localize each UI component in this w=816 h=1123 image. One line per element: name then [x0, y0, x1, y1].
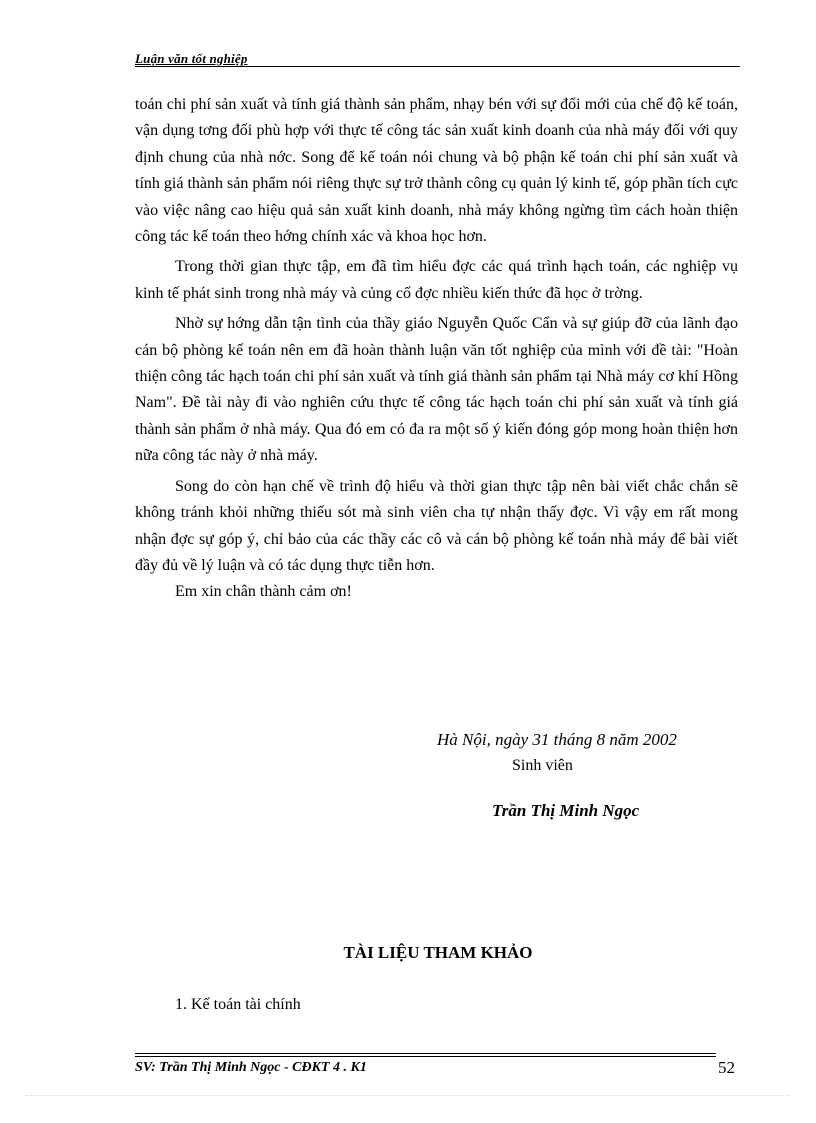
footer-author: SV: Trần Thị Minh Ngọc - CĐKT 4 . K1: [135, 1060, 367, 1075]
signature-role: Sinh viên: [512, 757, 573, 774]
signature-date: Hà Nội, ngày 31 tháng 8 năm 2002: [437, 730, 677, 749]
page-header: [135, 50, 740, 67]
paragraph-limitations: Song do còn hạn chế về trình độ hiểu và thời gian thực tập nên bài viết chắc chắn sẽ không tránh khỏi những thiếu sót mà sinh viên cha tự nhận thấy đợc. Vì vậy em rất mong nhận đợc sự góp ý, chỉ bảo của các thầy các cô và cán bộ phòng kế toán nhà máy để bài viết đầy đủ về lý luận và có tác dụng thực tiễn hơn.: [135, 477, 738, 574]
signature-name: Trần Thị Minh Ngọc: [492, 801, 640, 820]
page-number: 52: [718, 1058, 735, 1077]
body-text: [135, 92, 738, 606]
header-title: Luận văn tốt nghiệp: [135, 51, 248, 66]
paragraph-internship: Trong thời gian thực tập, em đã tìm hiểu đợc các quá trình hạch toán, các nghiệp vụ kinh tế phát sinh trong nhà máy và củng cố đợc nhiều kiến thức đã học ở trờng.: [135, 258, 738, 302]
paragraph-thanks: Em xin chân thành cảm ơn!: [175, 583, 352, 601]
references-title: TÀI LIỆU THAM KHẢO: [343, 943, 533, 962]
footer-rule: [135, 1056, 716, 1057]
reference-item: 1. Kế toán tài chính: [175, 996, 301, 1013]
page-bottom-border: [26, 1095, 790, 1096]
paragraph-continuation: toán chi phí sản xuất và tính giá thành sản phẩm, nhạy bén với sự đổi mới của chế độ kế toán, vận dụng tơng đối phù hợp với thực tế công tác sản xuất kinh doanh của nhà máy đối với quy định chung của nhà nớc. Song để kế toán nói chung và bộ phận kế toán chi phí sản xuất và tính giá thành sản phẩm nói riêng thực sự trở thành công cụ quản lý kinh tế, góp phần tích cực vào việc nâng cao hiệu quả sản xuất kinh doanh, nhà máy không ngừng tìm cách hoàn thiện công tác kế toán theo hớng chính xác và khoa học hơn.: [135, 96, 738, 246]
footer-rule: [135, 1053, 716, 1054]
paragraph-acknowledgement: Nhờ sự hớng dẫn tận tình của thầy giáo Nguyễn Quốc Cẩn và sự giúp đỡ của lãnh đạo cán bộ phòng kế toán nên em đã hoàn thành luận văn tốt nghiệp của mình với đề tài: "Hoàn thiện công tác hạch toán chi phí sản xuất và tính giá thành sản phẩm tại Nhà máy cơ khí Hồng Nam". Đề tài này đi vào nghiên cứu thực tế công tác hạch toán chi phí sản xuất và tính giá thành sản phẩm ở nhà máy. Qua đó em có đa ra một số ý kiến đóng góp mong hoàn thiện hơn nữa công tác này ở nhà máy.: [135, 315, 738, 465]
